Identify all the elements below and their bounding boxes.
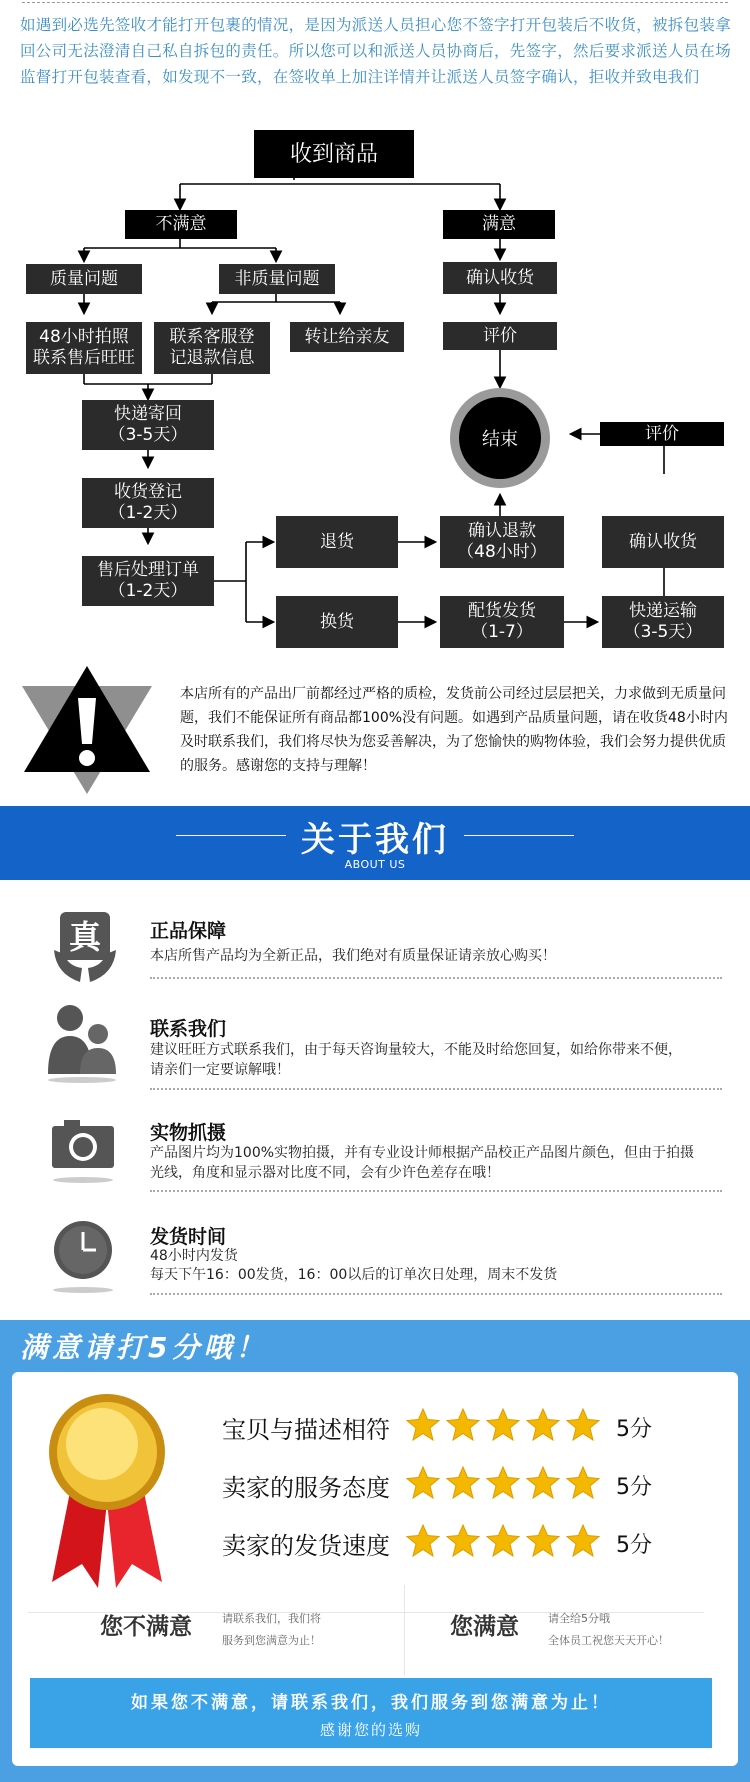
footer-line1: 如果您不满意，请联系我们，我们服务到您满意为止！ xyxy=(131,1693,611,1713)
unsatisfied-line1: 请联系我们，我们将 xyxy=(222,1612,321,1625)
medal-icon xyxy=(42,1392,172,1592)
satisfied-title: 您满意 xyxy=(450,1614,519,1640)
star-icon xyxy=(526,1408,560,1442)
flow-reship-line1: 配货发货 xyxy=(468,601,536,621)
star-icon xyxy=(446,1524,480,1558)
star-icon xyxy=(406,1408,440,1442)
flow-reship xyxy=(440,596,564,648)
about-header xyxy=(0,806,750,880)
rating-footer-bar xyxy=(30,1678,712,1748)
star-icon xyxy=(526,1466,560,1500)
rating-score-description: 5分 xyxy=(616,1417,652,1442)
flow-satisfied: 满意 xyxy=(443,210,555,239)
rating-score-service: 5分 xyxy=(616,1475,652,1500)
feature-divider xyxy=(150,1088,722,1090)
flow-confirm-refund-line1: 确认退款 xyxy=(468,521,536,541)
flow-reship-line2: （1-7） xyxy=(471,622,533,642)
clock-icon xyxy=(50,1220,116,1296)
star-icon xyxy=(566,1466,600,1500)
svg-text:真: 真 xyxy=(68,918,102,956)
people-icon xyxy=(46,1004,120,1084)
star-icon xyxy=(446,1466,480,1500)
flow-receive-register xyxy=(82,478,214,528)
feature-desc-photo-2: 光线，角度和显示器对比度不同，会有少许色差存在哦！ xyxy=(150,1165,500,1181)
feature-divider xyxy=(150,1190,722,1192)
about-subtitle: ABOUT US xyxy=(344,858,406,871)
camera-icon xyxy=(50,1116,116,1188)
flow-start: 收到商品 xyxy=(254,130,414,178)
rating-banner: 满意请打5分哦！ xyxy=(20,1331,268,1364)
feature-desc-genuine: 本店所售产品均为全新正品，我们绝对有质量保证请亲放心购买！ xyxy=(150,948,556,964)
satisfied-line2: 全体员工祝您天天开心！ xyxy=(548,1634,669,1647)
flow-confirm-refund xyxy=(440,516,564,568)
feature-divider xyxy=(150,977,722,979)
notice-divider xyxy=(22,2,728,3)
flow-quality-issue: 质量问题 xyxy=(26,264,142,294)
unsatisfied-title: 您不满意 xyxy=(100,1614,192,1640)
feature-divider xyxy=(150,1293,722,1295)
flow-return-goods: 退货 xyxy=(276,516,398,568)
flow-express-return-line2: （3-5天） xyxy=(108,425,188,445)
flow-end: 结束 xyxy=(459,397,541,479)
flow-receive-register-line2: （1-2天） xyxy=(108,503,188,523)
star-icon xyxy=(566,1408,600,1442)
genuine-icon xyxy=(50,910,120,986)
star-icon xyxy=(486,1524,520,1558)
feature-desc-photo-1: 产品图片均为100%实物拍摄，并有专业设计师根据产品校正产品图片颜色，但由于拍摄 xyxy=(150,1145,695,1161)
star-icon xyxy=(526,1524,560,1558)
rating-vertical-divider xyxy=(404,1585,405,1675)
notice-text: 如遇到必选先签收才能打开包裹的情况，是因为派送人员担心您不签字打开包装后不收货，被拆包装拿回公司无法澄清自己私自拆包的责任。所以您可以和派送人员协商后，先签字，然后要求派送人员在场监督打开包装查看，如发现不一致，在签收单上加注详情并让派送人员签字确认，拒收并致电我们 xyxy=(20,16,732,86)
rating-label-service: 卖家的服务态度 xyxy=(222,1474,390,1502)
star-icon xyxy=(566,1524,600,1558)
feature-title-genuine: 正品保障 xyxy=(150,920,227,942)
flow-confirm-receipt-right: 确认收货 xyxy=(602,516,724,568)
flow-transfer: 转让给亲友 xyxy=(290,322,404,352)
flow-confirm-refund-line2: （48小时） xyxy=(457,542,547,562)
flow-photo-contact xyxy=(26,322,142,374)
star-icon xyxy=(486,1466,520,1500)
flow-photo-contact-line1: 48小时拍照 xyxy=(39,327,129,347)
flow-express-return-line1: 快递寄回 xyxy=(114,404,182,424)
flow-unsatisfied: 不满意 xyxy=(125,210,237,239)
flow-aftersale-line1: 售后处理订单 xyxy=(97,560,199,580)
flow-review-right: 评价 xyxy=(600,422,724,446)
star-icon xyxy=(406,1466,440,1500)
feature-desc-shipping-2: 每天下午16：00发货，16：00以后的订单次日处理，周末不发货 xyxy=(150,1267,558,1283)
unsatisfied-line2: 服务到您满意为止！ xyxy=(222,1634,321,1647)
flow-express-ship xyxy=(602,596,724,648)
satisfied-line1: 请全给5分哦 xyxy=(548,1612,610,1625)
flow-receive-register-line1: 收货登记 xyxy=(114,482,182,502)
flow-non-quality-issue: 非质量问题 xyxy=(219,264,335,294)
warning-text: 本店所有的产品出厂前都经过严格的质检，发货前公司经过层层把关，力求做到无质量问题，我们不能保证所有商品都100%没有问题。如遇到产品质量问题，请在收货48小时内及时联系我们，我们将尽快为您妥善解决，为了您愉快的购物体验，我们会努力提供优质的服务。感谢您的支持与理解！ xyxy=(180,686,728,774)
flow-contact-service xyxy=(154,322,270,374)
flow-express-return xyxy=(82,400,214,450)
feature-title-contact: 联系我们 xyxy=(150,1018,227,1040)
star-icon xyxy=(446,1408,480,1442)
flow-contact-service-line1: 联系客服登 xyxy=(169,327,255,347)
feature-desc-shipping-1: 48小时内发货 xyxy=(150,1248,238,1264)
rating-label-description: 宝贝与描述相符 xyxy=(222,1416,390,1444)
flow-aftersale xyxy=(82,556,214,606)
rating-label-shipping: 卖家的发货速度 xyxy=(222,1532,390,1560)
flow-express-ship-line2: （3-5天） xyxy=(623,622,703,642)
flow-exchange: 换货 xyxy=(276,596,398,648)
flow-aftersale-line2: （1-2天） xyxy=(108,581,188,601)
footer-line2: 感谢您的选购 xyxy=(319,1721,422,1739)
flow-confirm-receipt: 确认收货 xyxy=(443,262,557,294)
notice-section xyxy=(0,0,750,122)
feature-title-shipping: 发货时间 xyxy=(150,1226,227,1248)
feature-desc-contact-2: 请亲们一定要谅解哦！ xyxy=(150,1062,290,1078)
warning-icon xyxy=(22,664,152,794)
rating-score-shipping: 5分 xyxy=(616,1533,652,1558)
flow-photo-contact-line2: 联系售后旺旺 xyxy=(33,348,135,368)
about-title: 关于我们 xyxy=(301,820,449,860)
flow-express-ship-line1: 快递运输 xyxy=(629,601,697,621)
feature-desc-contact-1: 建议旺旺方式联系我们，由于每天咨询量较大，不能及时给您回复，如给你带来不便， xyxy=(150,1042,682,1058)
star-icon xyxy=(406,1524,440,1558)
flow-review: 评价 xyxy=(443,322,557,350)
flow-contact-service-line2: 记退款信息 xyxy=(169,348,255,368)
star-icon xyxy=(486,1408,520,1442)
feature-title-photo: 实物抓摄 xyxy=(150,1122,227,1144)
